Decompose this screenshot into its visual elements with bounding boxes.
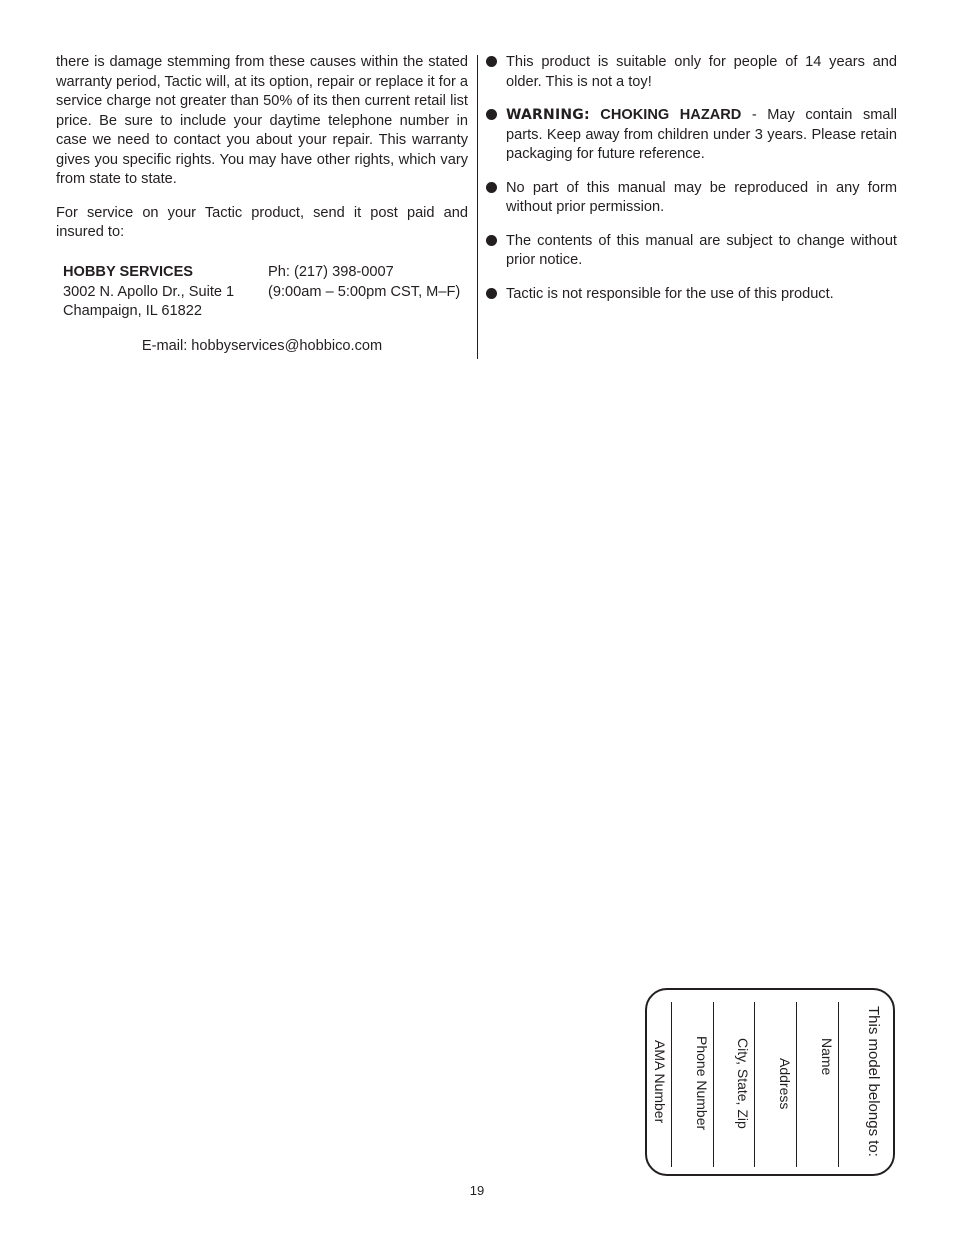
- contact-phone: Ph: (217) 398-0007: [268, 264, 394, 280]
- contact-address-line1: 3002 N. Apollo Dr., Suite 1: [63, 283, 235, 300]
- card-field-phone-number: Phone Number: [694, 1036, 710, 1131]
- bullet-icon: [486, 56, 497, 67]
- ownership-card: [645, 988, 895, 1176]
- warning-hazard: CHOKING HAZARD: [600, 107, 742, 123]
- bullet-icon: [486, 235, 497, 246]
- contact-phone-block: [268, 263, 478, 302]
- warranty-column: [56, 53, 468, 354]
- notice-reproduction: [486, 179, 897, 218]
- contact-email: E-mail: hobbyservices@hobbico.com: [141, 338, 383, 354]
- card-title: This model belongs to:: [865, 1006, 882, 1157]
- address-line: [796, 1002, 797, 1167]
- city-state-zip-line: [754, 1002, 755, 1167]
- card-field-ama-number: AMA Number: [652, 1040, 668, 1124]
- notice-liability-text: Tactic is not responsible for the use of this product.: [506, 285, 834, 302]
- warning-label: WARNING:: [506, 107, 590, 123]
- notice-changes-text: The contents of this manual are subject to change without prior notice.: [506, 232, 897, 268]
- contact-name: HOBBY SERVICES: [63, 264, 194, 280]
- name-line: [838, 1002, 839, 1167]
- ama-number-line: [671, 1002, 672, 1167]
- service-instructions: For service on your Tactic product, send it post paid and insured to:: [56, 204, 468, 240]
- notice-age-text: This product is suitable only for people of 14 years and older. This is not a toy!: [506, 54, 897, 90]
- card-field-name: Name: [819, 1038, 835, 1076]
- contact-hours: (9:00am – 5:00pm CST, M–F): [268, 283, 461, 300]
- page-number: 19: [469, 1183, 485, 1198]
- notices-column: [486, 53, 897, 318]
- column-divider: [477, 55, 478, 359]
- warranty-paragraph: there is damage stemming from these causes within the stated warranty period, Tactic will, at its option, repair or replace it for a service charge not greater than 50% of its then current retail list price. Be sure to include your daytime telephone number in case we need to contact you about your repair. This warranty gives you specific rights. You may have other rights, which vary from state to state.: [56, 54, 468, 187]
- bullet-icon: [486, 182, 497, 193]
- notice-reproduction-text: No part of this manual may be reproduced in any form without prior permission.: [506, 179, 897, 215]
- contact-address-block: [63, 263, 263, 322]
- bullet-icon: [486, 288, 497, 299]
- warning-text: - May contain small parts. Keep away from children under 3 years. Please retain packaging for future reference.: [506, 107, 897, 162]
- notice-liability: [486, 285, 897, 305]
- bullet-icon: [486, 109, 497, 120]
- phone-number-line: [713, 1002, 714, 1167]
- notice-changes: [486, 232, 897, 271]
- notice-age: [486, 53, 897, 92]
- contact-address-line2: Champaign, IL 61822: [63, 303, 203, 319]
- card-field-address: Address: [777, 1058, 793, 1110]
- notice-warning: [486, 106, 897, 165]
- card-field-city-state-zip: City, State, Zip: [735, 1038, 751, 1129]
